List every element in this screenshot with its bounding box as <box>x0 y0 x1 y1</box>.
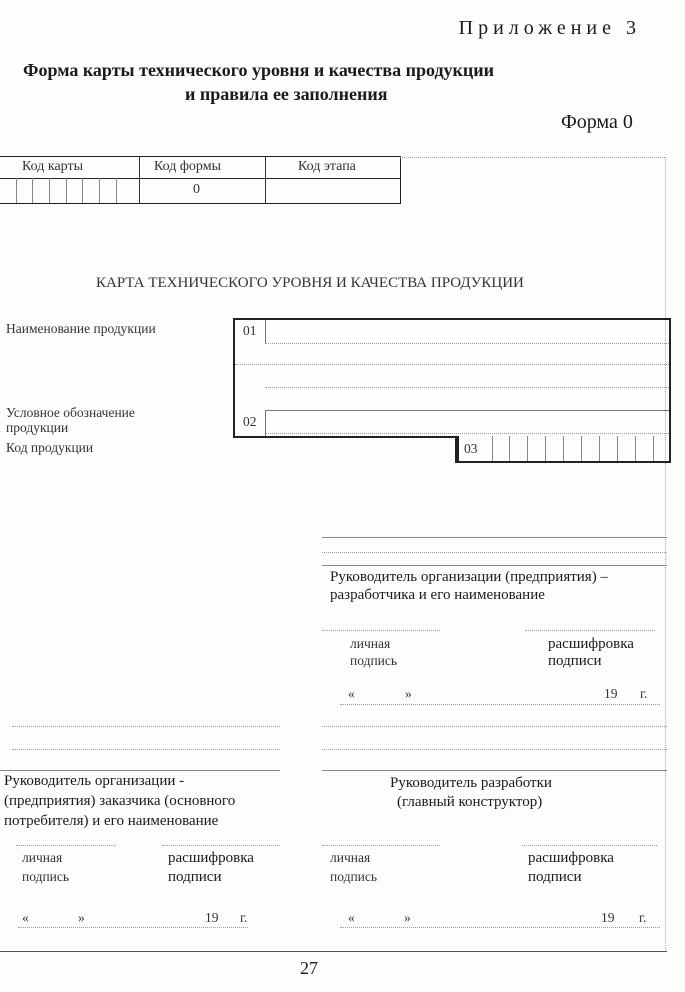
header-code-table <box>0 156 401 204</box>
customer-head-date-open: « <box>22 910 29 925</box>
developer-head-date-open: « <box>348 686 355 701</box>
appendix-label: Приложение 3 <box>458 17 641 39</box>
form-title-line1: Форма карты технического уровня и качества продукции <box>23 60 495 80</box>
dev-lead-dec-1: расшифровка <box>528 850 614 866</box>
dev-lead-sig-2: подпись <box>330 869 378 884</box>
developer-head-date-close: » <box>405 686 412 701</box>
developer-head-dec-2: подписи <box>548 653 602 669</box>
developer-head-sig-2: подпись <box>350 653 398 668</box>
card-code-header: Код карты <box>22 159 84 174</box>
customer-head-sig-1: личная <box>22 850 63 865</box>
field-01-number: 01 <box>243 323 257 338</box>
dev-lead-date-close: » <box>404 910 411 925</box>
developer-head-dec-1: расшифровка <box>548 636 634 652</box>
customer-head-dec-1: расшифровка <box>168 850 254 866</box>
customer-head-year-suffix: г. <box>240 910 248 925</box>
dev-lead-caption-2: (главный конструктор) <box>397 794 543 810</box>
field-02-number: 02 <box>243 414 257 429</box>
developer-head-caption-2: разработчика и его наименование <box>330 587 545 603</box>
customer-head-caption-3: потребителя) и его наименование <box>4 813 219 829</box>
customer-head-year: 19 <box>205 910 219 925</box>
page-number: 27 <box>300 958 318 978</box>
form-code-value: 0 <box>193 182 200 197</box>
dev-lead-year: 19 <box>601 910 615 925</box>
developer-head-sig-1: личная <box>350 636 391 651</box>
form-code-header: Код формы <box>154 159 221 174</box>
customer-head-caption-1: Руководитель организации - <box>4 773 185 789</box>
product-code-box <box>455 436 671 463</box>
field-03-number: 03 <box>464 441 478 456</box>
dev-lead-year-suffix: г. <box>639 910 647 925</box>
product-name-label: Наименование продукции <box>6 321 156 336</box>
form-title-line2: и правила ее заполнения <box>185 84 388 104</box>
developer-head-year-suffix: г. <box>640 686 648 701</box>
developer-head-caption-1: Руководитель организации (предприятия) – <box>330 569 608 585</box>
form-number-label: Форма 0 <box>561 111 633 133</box>
dev-lead-dec-2: подписи <box>528 869 582 885</box>
customer-head-date-close: » <box>78 910 85 925</box>
developer-head-year: 19 <box>604 686 618 701</box>
product-designation-label-2: продукции <box>6 420 69 435</box>
customer-head-dec-2: подписи <box>168 869 222 885</box>
product-designation-label-1: Условное обозначение <box>6 405 135 420</box>
customer-head-caption-2: (предприятия) заказчика (основного <box>4 793 236 809</box>
stage-code-header: Код этапа <box>298 159 356 174</box>
product-info-box <box>233 318 671 438</box>
card-title: КАРТА ТЕХНИЧЕСКОГО УРОВНЯ И КАЧЕСТВА ПРОДУКЦИИ <box>96 275 524 291</box>
dev-lead-date-open: « <box>348 910 355 925</box>
product-code-label: Код продукции <box>6 440 94 455</box>
customer-head-sig-2: подпись <box>22 869 70 884</box>
dev-lead-caption-1: Руководитель разработки <box>390 775 552 791</box>
dev-lead-sig-1: личная <box>330 850 371 865</box>
